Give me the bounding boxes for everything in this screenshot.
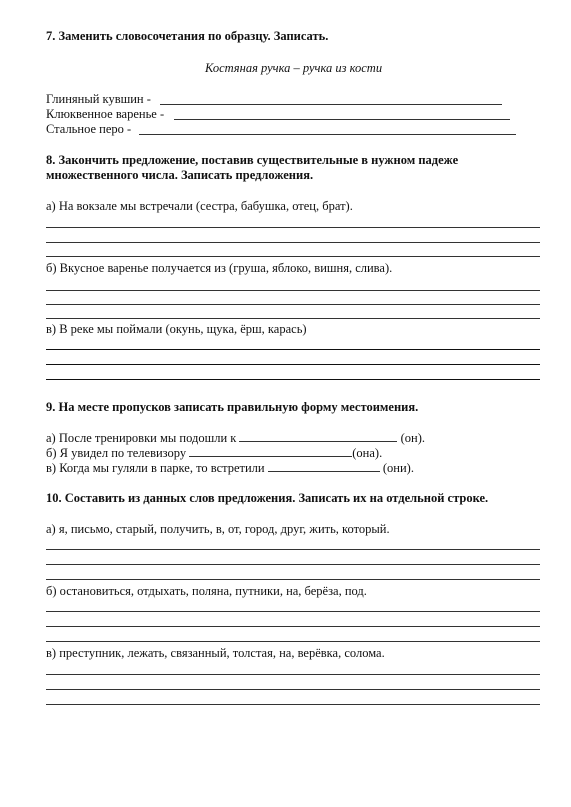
task9-item-b — [46, 445, 382, 461]
task7-example: Костяная ручка – ручка из кости — [205, 61, 383, 75]
task10-title: 10. Составить из данных слов предложения. Записать их на отдельной строке. — [46, 491, 489, 505]
answer-line[interactable] — [46, 626, 540, 627]
answer-line[interactable] — [46, 549, 540, 550]
answer-line[interactable] — [46, 579, 540, 580]
task7-title: 7. Заменить словосочетания по образцу. Записать. — [46, 29, 329, 43]
task9-item-b-text: б) Я увидел по телевизору — [46, 446, 187, 460]
task8-title-line1: 8. Закончить предложение, поставив существительные в нужном падеже — [46, 153, 459, 167]
task7-item-2: Клюквенное варенье - — [46, 107, 165, 121]
answer-line[interactable] — [46, 704, 540, 705]
task10-item-b: б) остановиться, отдыхать, поляна, путники, на, берёза, под. — [46, 584, 367, 598]
task8-item-b: б) Вкусное варенье получается из (груша, яблоко, вишня, слива). — [46, 261, 393, 275]
answer-line[interactable] — [46, 611, 540, 612]
task7-item-1: Глиняный кувшин - — [46, 92, 151, 106]
answer-line[interactable] — [46, 318, 540, 319]
task8-item-a: а) На вокзале мы встречали (сестра, бабушка, отец, брат). — [46, 199, 353, 213]
task9-item-c-hint: (они). — [382, 461, 414, 475]
answer-line[interactable] — [46, 290, 540, 291]
task7-item-3: Стальное перо - — [46, 122, 132, 136]
answer-blank[interactable] — [239, 430, 397, 442]
task10-item-c: в) преступник, лежать, связанный, толстая, на, верёвка, солома. — [46, 646, 385, 660]
task10-item-a: а) я, письмо, старый, получить, в, от, город, друг, жить, который. — [46, 522, 390, 536]
answer-line[interactable] — [46, 256, 540, 257]
answer-line[interactable] — [160, 104, 502, 105]
task9-item-a — [46, 430, 425, 446]
task9-item-c — [46, 460, 414, 476]
task9-item-a-text: а) После тренировки мы подошли к — [46, 431, 237, 445]
answer-blank[interactable] — [189, 445, 352, 457]
answer-line[interactable] — [46, 349, 540, 350]
task9-item-b-hint: (она). — [352, 446, 383, 460]
answer-line[interactable] — [46, 379, 540, 380]
answer-blank[interactable] — [268, 460, 380, 472]
answer-line[interactable] — [46, 242, 540, 243]
answer-line[interactable] — [174, 119, 510, 120]
answer-line[interactable] — [46, 689, 540, 690]
answer-line[interactable] — [139, 134, 516, 135]
task9-item-a-hint: (он). — [400, 431, 425, 445]
answer-line[interactable] — [46, 364, 540, 365]
answer-line[interactable] — [46, 227, 540, 228]
answer-line[interactable] — [46, 674, 540, 675]
task8-title-line2: множественного числа. Записать предложения. — [46, 168, 314, 182]
task9-item-c-text: в) Когда мы гуляли в парке, то встретили — [46, 461, 265, 475]
task9-title: 9. На месте пропусков записать правильную форму местоимения. — [46, 400, 419, 414]
answer-line[interactable] — [46, 304, 540, 305]
task8-item-c: в) В реке мы поймали (окунь, щука, ёрш, карась) — [46, 322, 307, 336]
answer-line[interactable] — [46, 641, 540, 642]
answer-line[interactable] — [46, 564, 540, 565]
